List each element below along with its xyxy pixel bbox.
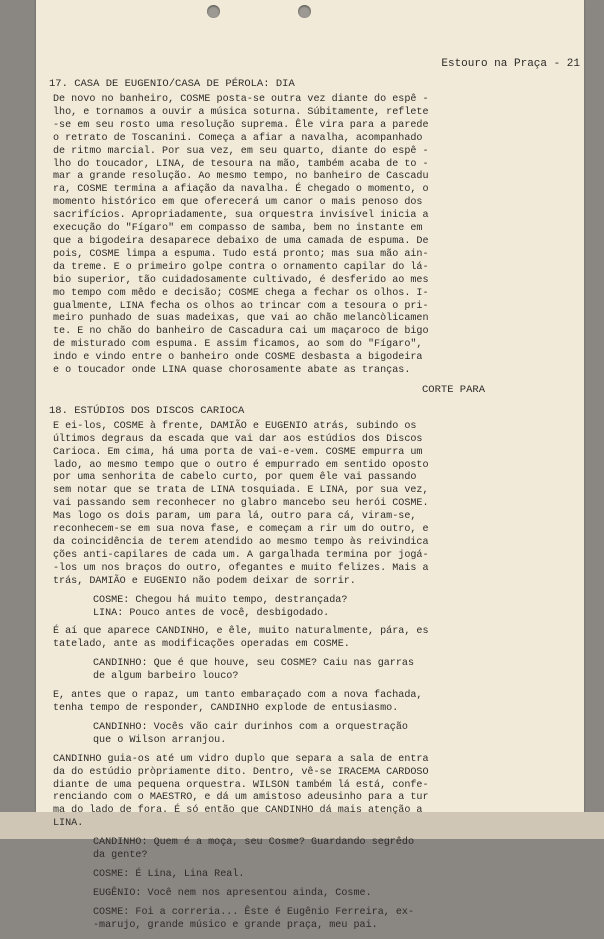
text-line: E ei-los, COSME à frente, DAMIÃO e EUGENIO atrás, subindo os bbox=[53, 420, 417, 432]
text-line: trás, DAMIÃO e EUGENIO não podem deixar de sorrir. bbox=[53, 575, 356, 587]
text-line: Carioca. Em cima, há uma porta de vai-e-vem. COSME empurra um bbox=[53, 446, 423, 458]
scene-18-action-2 bbox=[53, 626, 525, 652]
text-line: COSME: É Lina, Lina Real. bbox=[93, 868, 245, 880]
text-line: da treme. E o primeiro golpe contra o ornamento capilar do lá- bbox=[53, 261, 429, 273]
text-line: da gente? bbox=[93, 850, 148, 862]
text-line: CANDINHO: Quem é a moça, seu Cosme? Guardando segrêdo bbox=[93, 837, 415, 849]
text-line: vai passando sem reconhecer no glabro mancebo seu herói COSME. bbox=[53, 498, 429, 510]
text-line: De novo no banheiro, COSME posta-se outra vez diante do espê - bbox=[53, 94, 429, 105]
text-line: É aí que aparece CANDINHO, e êle, muito naturalmente, pára, es bbox=[53, 626, 429, 638]
scene-18-action-4 bbox=[53, 754, 525, 831]
text-line: LINA. bbox=[53, 818, 84, 830]
punch-hole bbox=[298, 5, 311, 18]
dialog-cosme-1 bbox=[93, 869, 525, 882]
text-line: tenha tempo de responder, CANDINHO explode de entusiasmo. bbox=[53, 702, 399, 714]
text-line: mo tempo com mêdo e decisão; COSME chega a fechar os olhos. I- bbox=[53, 287, 429, 299]
page-header: Estouro na Praça - 21 bbox=[441, 58, 580, 70]
scene-18-action-3 bbox=[53, 690, 525, 716]
text-line: te. E no chão do banheiro de Cascadura cai um maçaroco de bigo bbox=[53, 326, 429, 338]
dialog-cosme-lina bbox=[93, 595, 525, 621]
text-line: de ritmo marcial. Por sua vez, em seu quarto, diante do espê - bbox=[53, 145, 429, 157]
text-line: reconhecem-se em sua nova fase, e começam a rir um do outro, e bbox=[53, 524, 429, 536]
text-line: LINA: Pouco antes de você, desbigodado. bbox=[93, 607, 330, 619]
text-line: CANDINHO: Que é que houve, seu COSME? Caiu nas garras bbox=[93, 658, 415, 670]
script-body bbox=[49, 78, 525, 939]
punch-hole bbox=[207, 5, 220, 18]
scene-heading-17: 17. CASA DE EUGENIO/CASA DE PÉROLA: DIA bbox=[49, 78, 295, 90]
text-line: E, antes que o rapaz, um tanto embaraçado com a nova fachada, bbox=[53, 690, 423, 702]
text-line: mar a grande resolução. Ao mesmo tempo, no banheiro de Cascadu bbox=[53, 171, 429, 183]
dialog-candinho-1 bbox=[93, 658, 525, 684]
text-line: indo e vindo entre o banheiro onde COSME desbasta a bigodeira bbox=[53, 352, 423, 364]
scene-17-action bbox=[53, 94, 525, 378]
text-line: gualmente, LINA fecha os olhos ao trincar com a tesoura o pri- bbox=[53, 300, 429, 312]
text-line: que a bigodeira desaparece debaixo de uma camada de espuma. De bbox=[53, 235, 429, 247]
scene-heading-18: 18. ESTÚDIOS DOS DISCOS CARIOCA bbox=[49, 404, 245, 417]
scene-18-action-1 bbox=[53, 421, 525, 589]
text-line: diante de uma pequena orquestra. WILSON também lá está, confe- bbox=[53, 779, 429, 791]
text-line: da do estúdio pròpriamente dito. Dentro, vê-se IRACEMA CARDOSO bbox=[53, 766, 429, 778]
text-line: tatelado, ante as modificações operadas em COSME. bbox=[53, 639, 350, 651]
text-line: ra, COSME termina a afiação da navalha. É chegado o momento, o bbox=[53, 184, 429, 196]
text-line: -se em seu rosto uma resolução suprema. Êle vira para a parede bbox=[53, 119, 429, 131]
dialog-candinho-3 bbox=[93, 837, 525, 863]
text-line: e o toucador onde LINA quase chorosamente abate as tranças. bbox=[53, 365, 411, 377]
text-line: pois, COSME limpa a espuma. Tudo está pronto; mas sua mão ain- bbox=[53, 248, 429, 260]
text-line: EUGÊNIO: Você nem nos apresentou ainda, Cosme. bbox=[93, 887, 372, 899]
dialog-candinho-2 bbox=[93, 722, 525, 748]
text-line: lho, e tornamos a ouvir a música soturna. Súbitamente, reflete bbox=[53, 106, 429, 118]
text-line: da coincidência de terem atendido ao mesmo tempo às reivindica bbox=[53, 537, 429, 548]
text-line: COSME: Chegou há muito tempo, destrançada? bbox=[93, 594, 348, 606]
text-line: de misturado com espuma. E assim ficamos, ao som do "Fígaro", bbox=[53, 339, 423, 351]
text-line: momento histórico em que oferecerá um canor o mais penoso dos bbox=[53, 197, 423, 209]
text-line: CANDINHO guia-os até um vidro duplo que separa a sala de entra bbox=[53, 753, 429, 765]
text-line: Mas logo os dois param, um para lá, outro para cá, viram-se, bbox=[53, 511, 417, 523]
text-line: sacrifícios. Apropriadamente, sua orquestra invisível inicia a bbox=[53, 210, 429, 222]
text-line: ma do lado de fora. É só então que CANDINHO dá mais atenção a bbox=[53, 805, 423, 817]
transition-cut-to: CORTE PARA bbox=[421, 383, 485, 396]
text-line: bio superior, tão cuidadosamente cultivado, é desferido ao mes bbox=[53, 274, 429, 286]
text-line: meiro punhado de suas madeixas, que vai ao chão melancòlicamen bbox=[53, 313, 429, 325]
text-line: CANDINHO: Vocês vão cair durinhos com a orquestração bbox=[93, 721, 408, 733]
text-line: de algum barbeiro louco? bbox=[93, 671, 239, 683]
text-line: que o Wilson arranjou. bbox=[93, 734, 227, 746]
text-line: por uma senhorita de cabelo curto, por quem êle vai passando bbox=[53, 472, 417, 484]
text-line: renciando com o MAESTRO, e dá um amistoso adeusinho para a tur bbox=[53, 792, 429, 804]
text-line: COSME: Foi a correria... Êste é Eugênio Ferreira, ex- bbox=[93, 906, 415, 918]
text-line: o retrato de Toscanini. Começa a afiar a navalha, acompanhado bbox=[53, 132, 423, 144]
dialog-eugenio bbox=[93, 888, 525, 901]
text-line: ções anti-capilares de cada um. A gargalhada termina por jogá- bbox=[53, 549, 429, 561]
dialog-cosme-2 bbox=[93, 907, 525, 933]
text-line: -los um nos braços do outro, ofegantes e muito felizes. Mais a bbox=[53, 562, 429, 574]
text-line: execução do "Fígaro" em compasso de samba, bem no instante em bbox=[53, 223, 423, 235]
text-line: -marujo, grande músico e grande praça, meu pai. bbox=[93, 919, 378, 931]
text-line: lado, ao mesmo tempo que o outro é empurrado em sentido oposto bbox=[53, 459, 429, 471]
text-line: lho do toucador, LINA, de tesoura na mão, também acaba de to - bbox=[53, 158, 429, 170]
text-line: últimos degraus da escada que vai dar aos estúdios dos Discos bbox=[53, 433, 423, 445]
text-line: sem notar que se trata de LINA tosquiada. E LINA, por sua vez, bbox=[53, 485, 429, 497]
